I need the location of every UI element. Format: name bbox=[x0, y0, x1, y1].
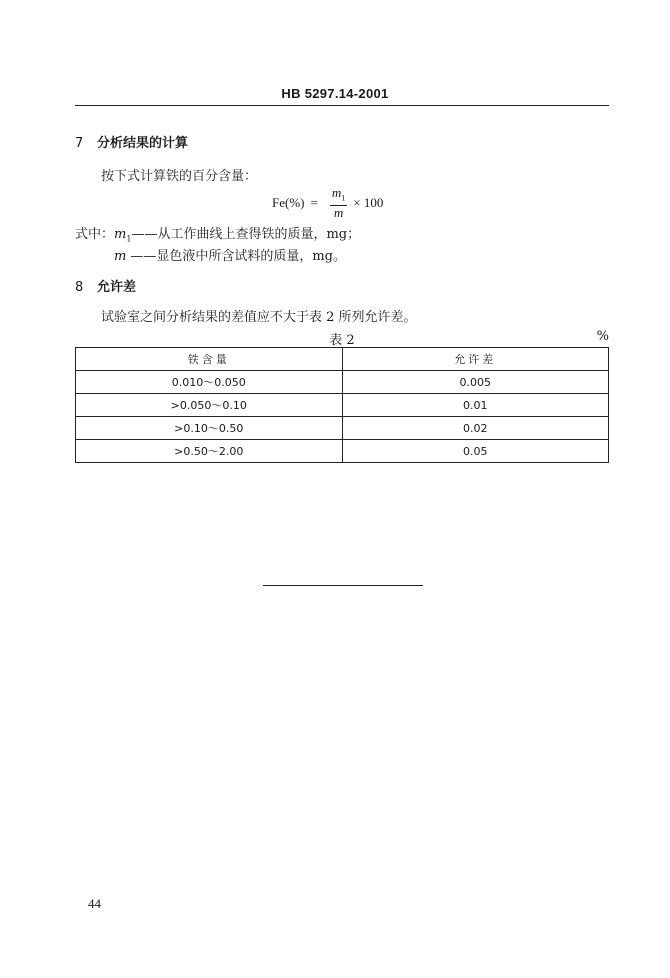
definition-1 bbox=[75, 223, 360, 244]
table-row bbox=[76, 371, 609, 394]
where-prefix: 式中： bbox=[75, 227, 115, 242]
formula-lhs: Fe(%) bbox=[272, 195, 305, 210]
numerator-var: m bbox=[331, 184, 342, 200]
table-caption-text: 表 2 bbox=[329, 333, 355, 348]
tolerance-cell: 0.02 bbox=[342, 417, 609, 440]
formula-fraction bbox=[330, 186, 347, 221]
tolerance-cell: 0.005 bbox=[342, 371, 609, 394]
iron-content-cell: >0.050～0.10 bbox=[76, 394, 343, 417]
document-header: HB 5297.14-2001 bbox=[281, 86, 389, 101]
table-row bbox=[76, 417, 609, 440]
iron-content-cell: 0.010～0.050 bbox=[76, 371, 343, 394]
definition-2 bbox=[114, 245, 346, 264]
end-of-document-rule bbox=[263, 585, 423, 586]
table-row bbox=[76, 394, 609, 417]
formula-equals: = bbox=[310, 195, 318, 210]
header-tolerance: 允许差 bbox=[342, 348, 609, 371]
def1-var: m bbox=[114, 227, 127, 242]
table-header-row bbox=[76, 348, 609, 371]
formula-numerator bbox=[330, 186, 347, 207]
section-7-title: 分析结果的计算 bbox=[97, 136, 189, 151]
header-rule bbox=[75, 105, 609, 106]
section-8-title: 允许差 bbox=[97, 280, 137, 295]
section-8-number: 8 bbox=[75, 280, 84, 295]
section-8-text: 试验室之间分析结果的差值应不大于表 2 所列允许差。 bbox=[101, 310, 417, 325]
iron-content-cell: >0.50～2.00 bbox=[76, 440, 343, 463]
numerator-sub: 1 bbox=[341, 193, 346, 203]
page-number: 44 bbox=[88, 896, 101, 911]
section-8-heading bbox=[75, 276, 136, 295]
formula-denominator: m bbox=[333, 205, 344, 221]
table-row bbox=[76, 440, 609, 463]
section-7-heading bbox=[75, 132, 188, 151]
section-7-number: 7 bbox=[75, 136, 84, 151]
formula-times: × 100 bbox=[353, 195, 384, 210]
tolerance-table bbox=[75, 347, 609, 463]
formula bbox=[272, 184, 384, 221]
section-7-intro: 按下式计算铁的百分含量： bbox=[101, 169, 258, 184]
iron-content-cell: >0.10～0.50 bbox=[76, 417, 343, 440]
def1-sub: 1 bbox=[126, 234, 132, 244]
def2-text: ——显色液中所含试料的质量，mg。 bbox=[130, 249, 346, 264]
tolerance-cell: 0.01 bbox=[342, 394, 609, 417]
header-iron-content: 铁含量 bbox=[76, 348, 343, 371]
def1-text: ——从工作曲线上查得铁的质量，mg； bbox=[131, 227, 361, 242]
table-unit: % bbox=[596, 329, 609, 344]
tolerance-cell: 0.05 bbox=[342, 440, 609, 463]
def2-var: m bbox=[114, 249, 127, 264]
